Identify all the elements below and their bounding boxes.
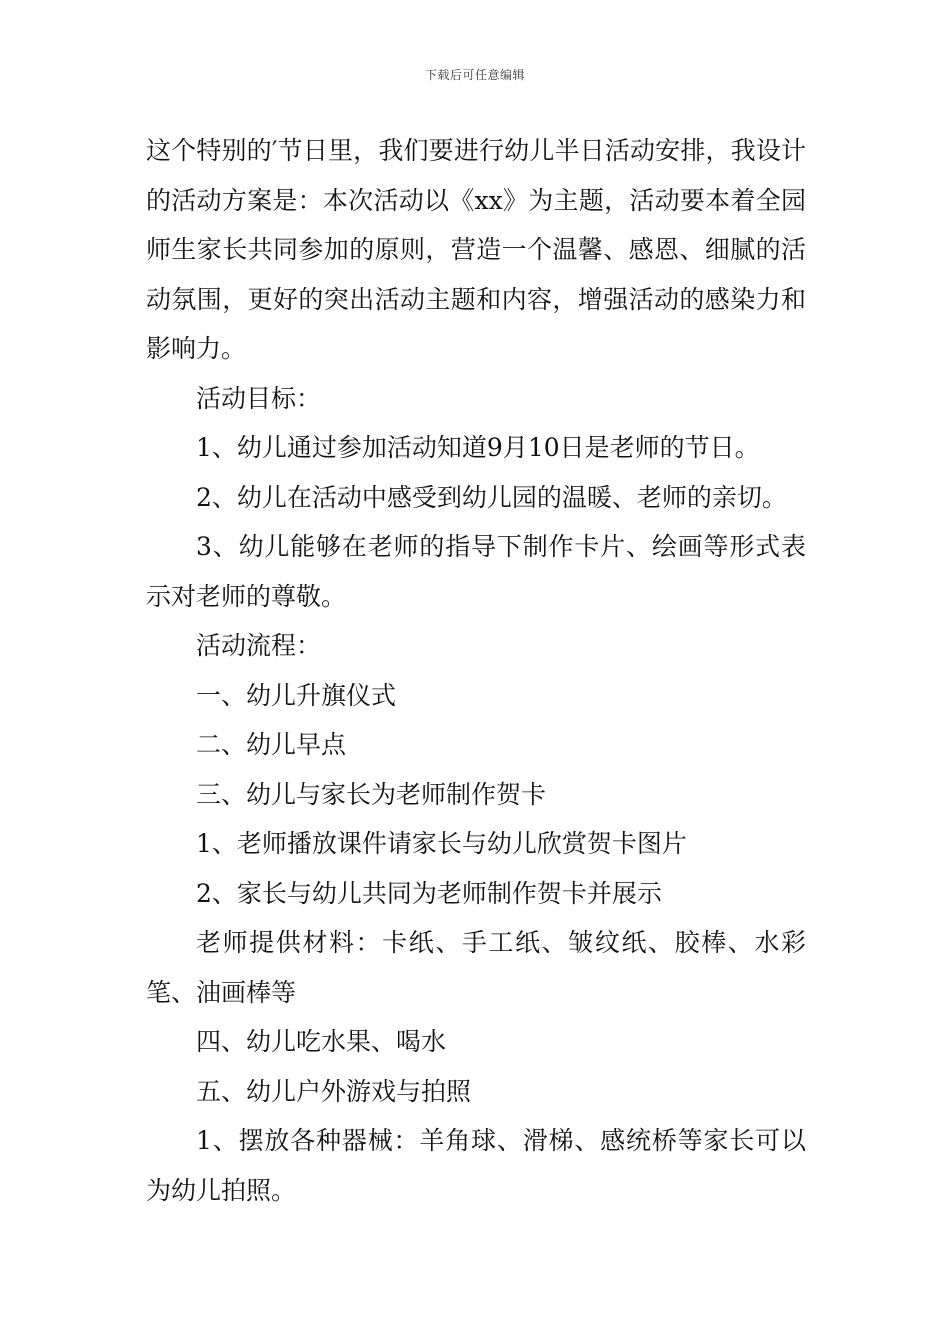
process-step: 三、幼儿与家长为老师制作贺卡 bbox=[196, 779, 547, 809]
process-step: 一、幼儿升旗仪式 bbox=[196, 680, 397, 710]
section-heading-process: 活动流程： bbox=[196, 631, 322, 660]
process-step: 二、幼儿早点 bbox=[196, 730, 347, 759]
process-step: 四、幼儿吃水果、喝水 bbox=[196, 1027, 447, 1056]
materials-paragraph: 老师提供材料：卡纸、手工纸、皱纹纸、胶棒、水彩笔、油画棒等 bbox=[146, 928, 806, 1007]
document-body bbox=[146, 126, 806, 1215]
goal-item: 3、幼儿能够在老师的指导下制作卡片、绘画等形式表示对老师的尊敬。 bbox=[146, 532, 806, 611]
process-substep: 2、家长与幼儿共同为老师制作贺卡并展示 bbox=[196, 878, 662, 908]
section-heading-goals: 活动目标： bbox=[196, 383, 322, 413]
goal-item: 2、幼儿在活动中感受到幼儿园的温暖、老师的亲切。 bbox=[196, 482, 787, 512]
process-step: 五、幼儿户外游戏与拍照 bbox=[196, 1076, 472, 1106]
goal-item: 1、幼儿通过参加活动知道9月10日是老师的节日。 bbox=[196, 433, 760, 462]
process-substep: 1、摆放各种器械：羊角球、滑梯、感统桥等家长可以为幼儿拍照。 bbox=[146, 1126, 806, 1205]
process-substep: 1、老师播放课件请家长与幼儿欣赏贺卡图片 bbox=[196, 829, 687, 858]
page-header: 下载后可任意编辑 bbox=[424, 68, 525, 82]
intro-paragraph: 这个特别的′节日里，我们要进行幼儿半日活动安排，我设计的活动方案是：本次活动以《xx》为主题，活动要本着全园师生家长共同参加的原则，营造一个温馨、感恩、细腻的活动氛围，更好的突出活动主题和内容，增强活动的感染力和影响力。 bbox=[146, 136, 806, 363]
